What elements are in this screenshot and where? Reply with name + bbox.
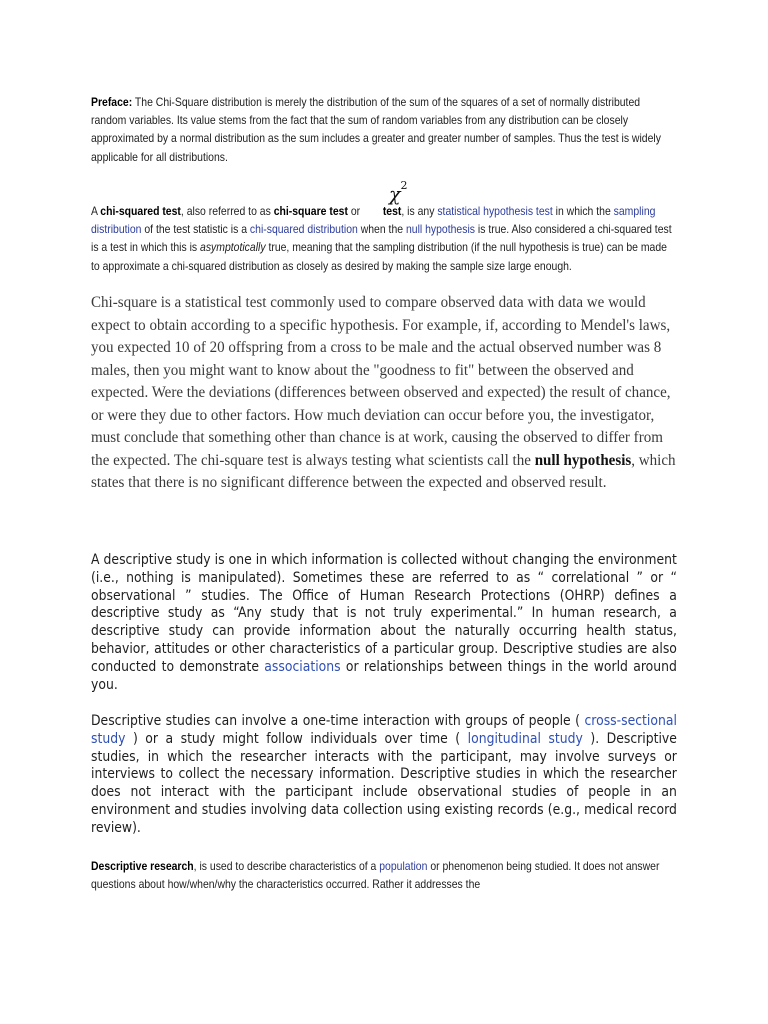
descriptive-research-paragraph xyxy=(91,858,677,894)
text-run: , also referred to as xyxy=(180,205,274,218)
preface-block xyxy=(91,94,677,167)
emphasis-asymptotically: asymptotically xyxy=(200,241,266,255)
term-test: test xyxy=(382,205,402,218)
descriptive-studies-types-paragraph xyxy=(91,713,677,838)
preface-paragraph xyxy=(91,94,677,167)
term-chi-square-test: chi-square test xyxy=(273,205,348,218)
link-chi-squared-distribution[interactable]: chi-squared distribution xyxy=(249,223,358,237)
chi-square-explanation-paragraph xyxy=(91,292,677,495)
text-run: , which states that there is no significant difference between the expected and observed result. xyxy=(91,451,676,491)
link-longitudinal-study[interactable]: longitudinal study xyxy=(467,730,583,747)
link-population[interactable]: population xyxy=(379,860,428,873)
text-run: Chi-square is a statistical test commonly used to compare observed data with data we would expect to obtain according to a specific hypothesis. For example, if, according to Mendel's laws, you expected 10 of 20 offspring from a cross to be male and the actual observed number was 8 males, then you might want to know about the "goodness to fit" between the observed and expected. Were the deviations (differences between observed and expected) the result of chance, or were they due to other factors. How much deviation can occur before you, the investigator, must conclude that something other than chance is at work, causing the observed to differ from the expected. The chi-square test is always testing what scientists call the xyxy=(91,294,671,469)
text-run: or xyxy=(347,205,364,218)
text-run: of the test statistic is a xyxy=(141,223,250,237)
text-run: , is any xyxy=(401,205,438,218)
chi-squared-block xyxy=(91,203,677,276)
link-cross-sectional-study[interactable]: cross-sectional study xyxy=(91,713,677,747)
text-run: A xyxy=(91,205,101,218)
link-associations[interactable]: associations xyxy=(264,658,341,675)
chi-symbol-exponent: 2 xyxy=(400,179,408,192)
preface-text: The Chi-Square distribution is merely the distribution of the sum of the squares of a set of normally distributed random variables. Its value stems from the fact that the sum of random variables from any distribution can be closely approximated by a normal distribution as the sum includes a greater and greater number of samples. Thus the test is widely applicable for all distributions. xyxy=(91,96,661,164)
text-run: true, meaning that the sampling distribution (if the null hypothesis is true) can be made to approximate a chi-squared distribution as closely as desired by making the sample size large enough. xyxy=(91,241,667,273)
text-run: ) or a study might follow individuals over time ( xyxy=(125,730,468,747)
text-run: when the xyxy=(357,223,406,237)
text-run: A descriptive study is one in which information is collected without changing the environment (i.e., nothing is manipulated). Sometimes these are referred to as “ correlational ” or “ observational ” studies. The Office of Human Research Protections (OHRP) defines a descriptive study as “Any study that is not truly experimental.” In human research, a descriptive study can provide information about the naturally occurring health status, behavior, attitudes or other characteristics of a particular group. Descriptive studies are also conducted to demonstrate xyxy=(91,552,677,675)
descriptive-studies-types-block xyxy=(91,713,677,838)
term-chi-squared-test: chi-squared test xyxy=(100,205,181,218)
descriptive-research-block xyxy=(91,858,677,894)
text-run: ). Descriptive studies, in which the researcher interacts with the participant, may involve surveys or interviews to collect the necessary information. Descriptive studies in which the researcher does not interact with the participant include observational studies of people in an environment and studies involving data collection using existing records (e.g., medical record review). xyxy=(91,730,677,836)
descriptive-study-paragraph xyxy=(91,552,677,694)
chi-squared-paragraph xyxy=(91,203,677,276)
text-run: or relationships between things in the world around you. xyxy=(91,658,677,693)
link-statistical-hypothesis-test[interactable]: statistical hypothesis test xyxy=(437,205,553,218)
text-run: Descriptive studies can involve a one-time interaction with groups of people ( xyxy=(91,713,585,729)
chi-square-explanation-block xyxy=(91,292,677,495)
text-run: or phenomenon being studied. It does not answer questions about how/when/why the characteristics occurred. Rather it addresses the xyxy=(91,860,660,892)
term-null-hypothesis: null hypothesis xyxy=(534,451,632,469)
chi-symbol-base: χ xyxy=(389,183,401,206)
text-run: , is used to describe characteristics of a xyxy=(193,860,380,873)
text-run: in which the xyxy=(552,205,614,218)
descriptive-study-block xyxy=(91,552,677,694)
preface-label: Preface: xyxy=(91,96,133,109)
link-null-hypothesis[interactable]: null hypothesis xyxy=(405,223,475,237)
text-run: is true. Also considered a chi-squared test is a test in which this is xyxy=(91,223,672,255)
chi-squared-symbol xyxy=(389,179,408,206)
term-descriptive-research: Descriptive research xyxy=(91,860,194,873)
link-sampling-distribution[interactable]: sampling distribution xyxy=(91,205,656,237)
